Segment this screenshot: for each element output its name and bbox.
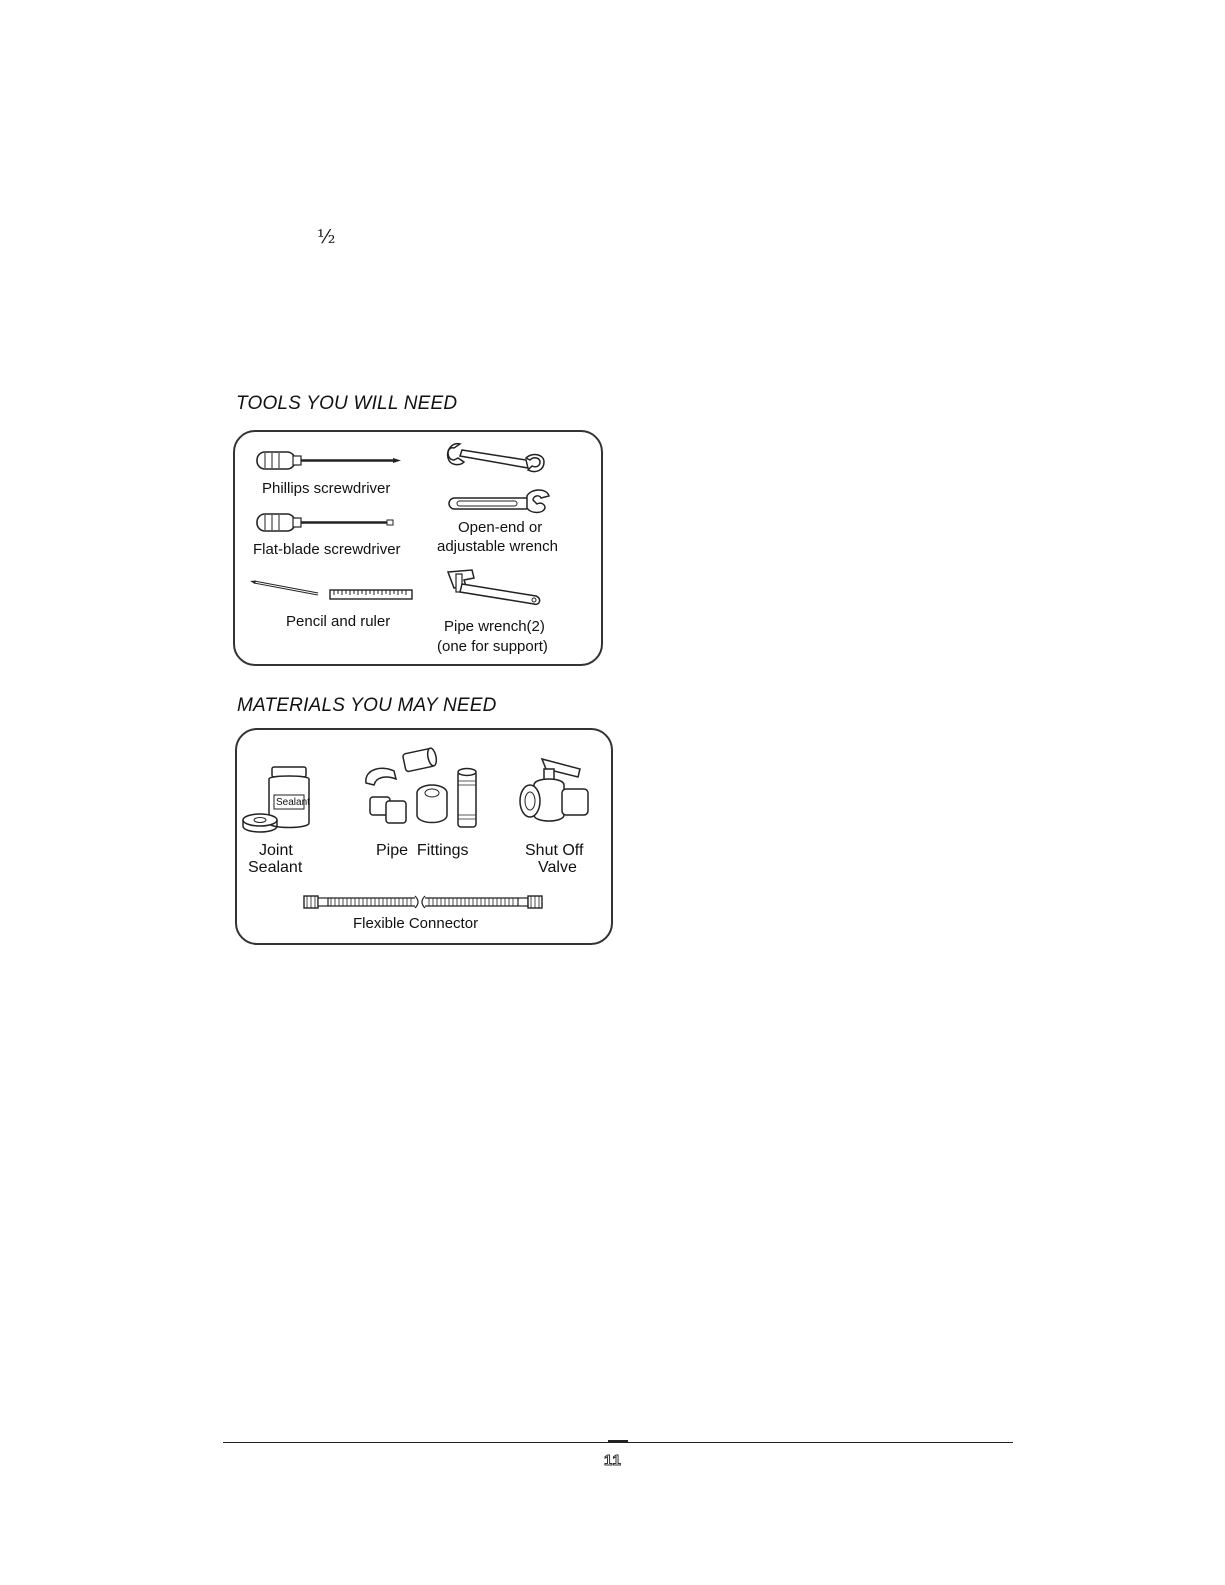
footer-tick bbox=[608, 1440, 628, 1443]
ruler-icon bbox=[329, 589, 414, 601]
flexible-connector-icon bbox=[303, 893, 543, 911]
phillips-screwdriver-icon bbox=[255, 448, 405, 474]
sealant-tape-icon bbox=[241, 812, 281, 834]
pipe-fittings-label: Pipe Fittings bbox=[376, 842, 469, 859]
adjustable-wrench-icon bbox=[447, 486, 553, 516]
wrench-label-line2: adjustable wrench bbox=[437, 538, 558, 555]
materials-section-title: MATERIALS YOU MAY NEED bbox=[237, 695, 497, 716]
joint-sealant-label-line1: Joint bbox=[259, 842, 293, 859]
shut-off-valve-label-line2: Valve bbox=[538, 859, 577, 876]
tools-section-title: TOOLS YOU WILL NEED bbox=[236, 393, 458, 414]
sealant-jar-label: Sealant bbox=[276, 797, 310, 808]
flat-blade-screwdriver-icon bbox=[255, 510, 405, 536]
flat-blade-screwdriver-label: Flat-blade screwdriver bbox=[253, 541, 401, 558]
shut-off-valve-label-line1: Shut Off bbox=[525, 842, 584, 859]
open-end-wrench-icon bbox=[444, 440, 548, 476]
pencil-icon bbox=[250, 578, 325, 598]
pipe-fittings-icon bbox=[360, 745, 490, 835]
shut-off-valve-icon bbox=[518, 755, 592, 827]
phillips-screwdriver-label: Phillips screwdriver bbox=[262, 480, 391, 497]
fraction-half: ½ bbox=[317, 226, 336, 248]
page-number: 11 bbox=[604, 1452, 622, 1469]
flexible-connector-label: Flexible Connector bbox=[353, 915, 479, 932]
pencil-ruler-label: Pencil and ruler bbox=[286, 613, 391, 630]
wrench-label-line1: Open-end or bbox=[458, 519, 543, 536]
pipe-wrench-icon bbox=[444, 566, 544, 610]
joint-sealant-label-line2: Sealant bbox=[248, 859, 303, 876]
pipe-wrench-label-line2: (one for support) bbox=[437, 638, 548, 655]
pipe-wrench-label-line1: Pipe wrench(2) bbox=[444, 618, 545, 635]
